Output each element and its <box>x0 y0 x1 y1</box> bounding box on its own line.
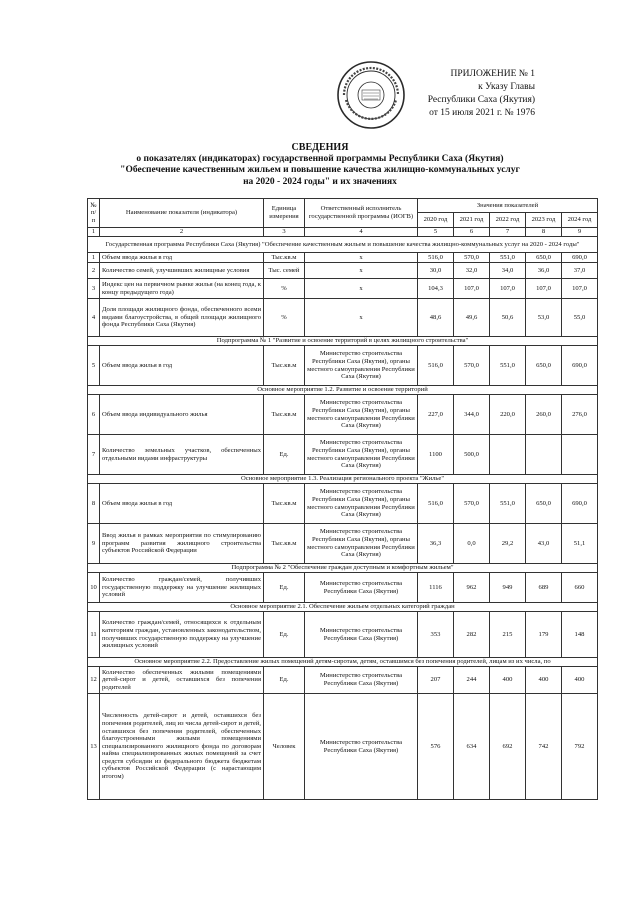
executor-cell: Министерство строительства Республики Саха (Якутия) <box>305 573 418 603</box>
heading-subtitle-3: на 2020 - 2024 годы" и их значениях <box>243 176 397 187</box>
table-row <box>88 263 598 279</box>
value-cell: 282 <box>454 612 490 658</box>
value-cell: 220,0 <box>490 395 526 435</box>
row-number: 12 <box>88 667 100 694</box>
header-unit: Единица измерения <box>264 199 305 228</box>
appendix-block <box>395 68 535 120</box>
executor-cell: Министерство строительства Республики Саха (Якутия), органы местного самоуправления Республики Саха (Якутия) <box>305 524 418 564</box>
value-cell: 792 <box>562 694 598 800</box>
value-cell: 207 <box>418 667 454 694</box>
indicator-name: Количество обеспеченных жилыми помещениями детей-сирот и детей, оставшихся без попечения родителей <box>100 667 264 694</box>
table-row <box>88 694 598 800</box>
unit-cell: Ед. <box>264 612 305 658</box>
executor-cell: Министерство строительства Республики Саха (Якутия), органы местного самоуправления Республики Саха (Якутия) <box>305 395 418 435</box>
header-year: 2020 год <box>418 213 454 228</box>
indicator-name: Количество граждан/семей, получивших государственную поддержку на улучшение жилищных условий <box>100 573 264 603</box>
table-row <box>88 346 598 386</box>
indicator-name: Количество граждан/семей, относящихся к отдельным категориям граждан, установленных законодательством, получивших государственную поддержку на улучшение жилищных условий <box>100 612 264 658</box>
column-number: 7 <box>490 228 526 237</box>
executor-cell: Министерство строительства Республики Саха (Якутия), органы местного самоуправления Республики Саха (Якутия) <box>305 435 418 475</box>
value-cell: 1100 <box>418 435 454 475</box>
value-cell: 949 <box>490 573 526 603</box>
unit-cell: Тыс.кв.м <box>264 395 305 435</box>
unit-cell: Тыс. семей <box>264 263 305 279</box>
indicator-name: Количество земельных участков, обеспеченных отдельными видами инфраструктуры <box>100 435 264 475</box>
section-header: Основное мероприятие 2.1. Обеспечение жильем отдельных категорий граждан <box>88 603 598 612</box>
row-number: 7 <box>88 435 100 475</box>
unit-cell: Тыс.кв.м <box>264 253 305 263</box>
value-cell: 104,3 <box>418 279 454 299</box>
executor-cell: х <box>305 279 418 299</box>
header-year: 2023 год <box>526 213 562 228</box>
value-cell: 576 <box>418 694 454 800</box>
value-cell: 215 <box>490 612 526 658</box>
heading-subtitle-2: "Обеспечение качественным жильем и повышение качества жилищно-коммунальных услуг <box>120 165 520 175</box>
unit-cell: Человек <box>264 694 305 800</box>
value-cell <box>562 435 598 475</box>
value-cell <box>490 435 526 475</box>
value-cell: 49,6 <box>454 299 490 337</box>
value-cell: 50,6 <box>490 299 526 337</box>
table-row <box>88 524 598 564</box>
value-cell: 179 <box>526 612 562 658</box>
value-cell: 36,3 <box>418 524 454 564</box>
section-header: Подпрограмма № 2 "Обеспечение граждан доступным и комфортным жильем" <box>88 564 598 573</box>
table-row <box>88 612 598 658</box>
value-cell: 53,0 <box>526 299 562 337</box>
table-row <box>88 395 598 435</box>
section-header: Основное мероприятие 1.3. Реализация регионального проекта "Жилье" <box>88 475 598 484</box>
value-cell: 148 <box>562 612 598 658</box>
executor-cell: х <box>305 263 418 279</box>
value-cell: 48,6 <box>418 299 454 337</box>
header-values: Значения показателей <box>418 199 598 213</box>
unit-cell: Тыс.кв.м <box>264 484 305 524</box>
section-header: Подпрограмма № 1 "Развитие и освоение территорий в целях жилищного строительства" <box>88 337 598 346</box>
header-num: № п/п <box>88 199 100 228</box>
row-number: 4 <box>88 299 100 337</box>
value-cell: 516,0 <box>418 346 454 386</box>
section-header: Основное мероприятие 2.2. Предоставление жилых помещений детям-сиротам, детям, оставшимся без попечения родителей, лицам из их числа, по <box>88 658 598 667</box>
value-cell: 55,0 <box>562 299 598 337</box>
row-number: 8 <box>88 484 100 524</box>
value-cell: 690,0 <box>562 346 598 386</box>
row-number: 6 <box>88 395 100 435</box>
value-cell: 400 <box>562 667 598 694</box>
value-cell: 37,0 <box>562 263 598 279</box>
column-number: 3 <box>264 228 305 237</box>
row-number: 13 <box>88 694 100 800</box>
appendix-date: от 15 июля 2021 г. № 1976 <box>429 108 535 118</box>
heading-title: СВЕДЕНИЯ <box>291 142 349 153</box>
value-cell: 107,0 <box>562 279 598 299</box>
value-cell: 344,0 <box>454 395 490 435</box>
header-executor: Ответственный исполнитель государственной программы (ИОГВ) <box>305 199 418 228</box>
row-number: 10 <box>88 573 100 603</box>
indicators-table <box>87 198 598 800</box>
indicator-name: Индекс цен на первичном рынке жилья (на конец года, к концу предыдущего года) <box>100 279 264 299</box>
value-cell: 107,0 <box>454 279 490 299</box>
table-row <box>88 253 598 263</box>
indicator-name: Объем ввода жилья в год <box>100 253 264 263</box>
row-number: 5 <box>88 346 100 386</box>
value-cell: 244 <box>454 667 490 694</box>
value-cell: 634 <box>454 694 490 800</box>
value-cell: 551,0 <box>490 484 526 524</box>
value-cell: 650,0 <box>526 346 562 386</box>
indicator-name: Объем ввода жилья в год <box>100 484 264 524</box>
row-number: 3 <box>88 279 100 299</box>
section-header: Государственная программа Республики Саха (Якутия) "Обеспечение качественным жильем и повышение качества жилищно-коммунальных услуг на 2020 - 2024 годы" <box>88 237 598 253</box>
value-cell: 570,0 <box>454 253 490 263</box>
value-cell: 227,0 <box>418 395 454 435</box>
header-year: 2021 год <box>454 213 490 228</box>
column-number: 2 <box>100 228 264 237</box>
row-number: 9 <box>88 524 100 564</box>
value-cell: 51,1 <box>562 524 598 564</box>
appendix-ref: к Указу Главы <box>478 82 535 92</box>
header-name: Наименование показателя (индикатора) <box>100 199 264 228</box>
row-number: 2 <box>88 263 100 279</box>
indicator-name: Объем ввода индивидуального жилья <box>100 395 264 435</box>
value-cell: 660 <box>562 573 598 603</box>
unit-cell: Тыс.кв.м <box>264 346 305 386</box>
table-row <box>88 279 598 299</box>
unit-cell: % <box>264 279 305 299</box>
table-row <box>88 299 598 337</box>
executor-cell: Министерство строительства Республики Саха (Якутия) <box>305 667 418 694</box>
value-cell: 551,0 <box>490 253 526 263</box>
section-header: Основное мероприятие 1.2. Развитие и освоение территорий <box>88 386 598 395</box>
value-cell: 570,0 <box>454 346 490 386</box>
value-cell: 689 <box>526 573 562 603</box>
value-cell: 551,0 <box>490 346 526 386</box>
unit-cell: Ед. <box>264 435 305 475</box>
heading-subtitle-1: о показателях (индикаторах) государственной программы Республики Саха (Якутия) <box>136 153 504 164</box>
unit-cell: Тыс.кв.м <box>264 524 305 564</box>
column-number: 1 <box>88 228 100 237</box>
row-number: 11 <box>88 612 100 658</box>
table-row <box>88 435 598 475</box>
column-number: 6 <box>454 228 490 237</box>
executor-cell: Министерство строительства Республики Саха (Якутия) <box>305 694 418 800</box>
value-cell: 690,0 <box>562 253 598 263</box>
column-number: 4 <box>305 228 418 237</box>
header-year: 2022 год <box>490 213 526 228</box>
value-cell: 29,2 <box>490 524 526 564</box>
value-cell: 650,0 <box>526 253 562 263</box>
value-cell: 692 <box>490 694 526 800</box>
executor-cell: х <box>305 253 418 263</box>
value-cell: 400 <box>526 667 562 694</box>
executor-cell: х <box>305 299 418 337</box>
executor-cell: Министерство строительства Республики Саха (Якутия) <box>305 612 418 658</box>
table-row <box>88 667 598 694</box>
value-cell: 500,0 <box>454 435 490 475</box>
executor-cell: Министерство строительства Республики Саха (Якутия), органы местного самоуправления Республики Саха (Якутия) <box>305 484 418 524</box>
value-cell: 1116 <box>418 573 454 603</box>
value-cell: 400 <box>490 667 526 694</box>
value-cell <box>526 435 562 475</box>
document-heading <box>90 142 550 188</box>
appendix-number: ПРИЛОЖЕНИЕ № 1 <box>450 69 535 79</box>
value-cell: 0,0 <box>454 524 490 564</box>
executor-cell: Министерство строительства Республики Саха (Якутия), органы местного самоуправления Республики Саха (Якутия) <box>305 346 418 386</box>
unit-cell: Ед. <box>264 573 305 603</box>
table-row <box>88 573 598 603</box>
value-cell: 260,0 <box>526 395 562 435</box>
appendix-republic: Республики Саха (Якутия) <box>427 95 535 105</box>
value-cell: 30,0 <box>418 263 454 279</box>
value-cell: 353 <box>418 612 454 658</box>
value-cell: 742 <box>526 694 562 800</box>
value-cell: 34,0 <box>490 263 526 279</box>
indicator-name: Доля площади жилищного фонда, обеспеченного всеми видами благоустройства, в общей площади жилищного фонда Республики Саха (Якутия) <box>100 299 264 337</box>
column-number: 9 <box>562 228 598 237</box>
column-number: 5 <box>418 228 454 237</box>
indicator-name: Количество семей, улучшивших жилищные условия <box>100 263 264 279</box>
value-cell: 107,0 <box>490 279 526 299</box>
column-number: 8 <box>526 228 562 237</box>
indicator-name: Объем ввода жилья в год <box>100 346 264 386</box>
value-cell: 276,0 <box>562 395 598 435</box>
table-row <box>88 484 598 524</box>
value-cell: 650,0 <box>526 484 562 524</box>
value-cell: 570,0 <box>454 484 490 524</box>
value-cell: 43,0 <box>526 524 562 564</box>
indicator-name: Численность детей-сирот и детей, оставшихся без попечения родителей, лиц из числа детей-сирот и детей, оставшихся без попечения родителей, обеспеченных благоустроенными жилыми помещениями специализированного жилищного фонда по договорам найма специализированных жилых помещений за счет средств субсидии из федерального бюджета бюджетам субъектов Российской Федерации (с нарастающим итогом) <box>100 694 264 800</box>
unit-cell: Ед. <box>264 667 305 694</box>
value-cell: 516,0 <box>418 253 454 263</box>
row-number: 1 <box>88 253 100 263</box>
value-cell: 516,0 <box>418 484 454 524</box>
value-cell: 32,0 <box>454 263 490 279</box>
unit-cell: % <box>264 299 305 337</box>
header-year: 2024 год <box>562 213 598 228</box>
indicator-name: Ввод жилья в рамках мероприятия по стимулированию программ развития жилищного строительства субъектов Российской Федерации <box>100 524 264 564</box>
value-cell: 107,0 <box>526 279 562 299</box>
value-cell: 36,0 <box>526 263 562 279</box>
value-cell: 962 <box>454 573 490 603</box>
value-cell: 690,0 <box>562 484 598 524</box>
